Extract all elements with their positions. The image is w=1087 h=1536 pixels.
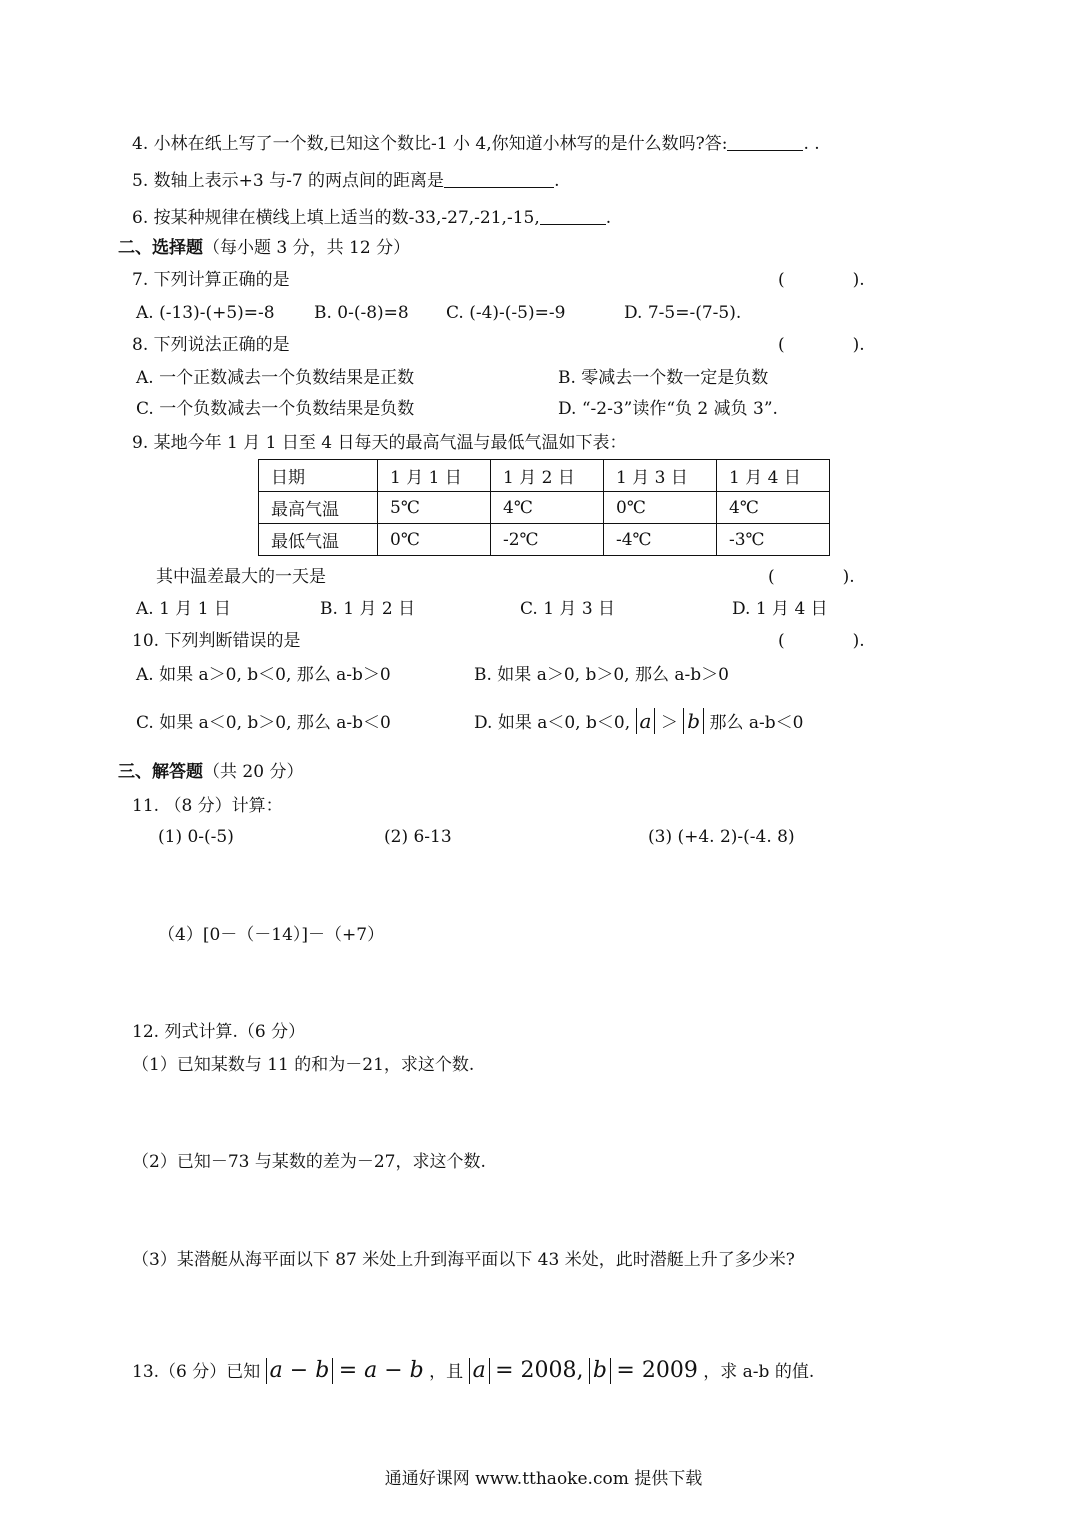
question-12-stem: 12. 列式计算.（6 分）	[132, 1022, 306, 1042]
q7-option-c[interactable]: C. (-4)-(-5)=-9	[446, 303, 566, 323]
q9-option-b[interactable]: B. 1 月 2 日	[320, 599, 416, 619]
table-cell: 5℃	[378, 492, 491, 524]
question-7-stem: 7. 下列计算正确的是	[132, 270, 290, 290]
abs-a: a	[636, 708, 656, 734]
q8-option-b[interactable]: B. 零减去一个数一定是负数	[558, 368, 769, 388]
answer-paren[interactable]: ( ).	[768, 567, 855, 587]
q11-part-3: (3) (+4. 2)-(-4. 8)	[648, 827, 795, 847]
table-cell: 0℃	[378, 524, 491, 556]
q11-part-4: （4）[0－（－14）]－（+7）	[158, 925, 385, 945]
table-cell: -4℃	[604, 524, 717, 556]
table-row	[259, 460, 830, 492]
table-cell: -3℃	[717, 524, 830, 556]
q7-option-d[interactable]: D. 7-5=-(7-5).	[624, 303, 742, 323]
question-6: 6. 按某种规律在横线上填上适当的数-33,-27,-21,-15, .	[132, 208, 612, 228]
table-cell: 4℃	[491, 492, 604, 524]
section-2-heading: 二、选择题（每小题 3 分，共 12 分）	[118, 238, 411, 258]
table-row	[259, 492, 830, 524]
question-9-ask: 其中温差最大的一天是	[156, 567, 326, 587]
q8-option-d[interactable]: D. “-2-3”读作“负 2 减负 3”.	[558, 399, 778, 419]
q12-part-1: （1）已知某数与 11 的和为－21，求这个数.	[132, 1055, 475, 1075]
q10-option-b[interactable]: B. 如果 a＞0, b＞0, 那么 a-b＞0	[474, 665, 729, 685]
table-cell: -2℃	[491, 524, 604, 556]
q8-option-c[interactable]: C. 一个负数减去一个负数结果是负数	[136, 399, 415, 419]
table-cell: 1 月 4 日	[717, 460, 830, 492]
table-cell: 1 月 1 日	[378, 460, 491, 492]
table-cell: 最高气温	[259, 492, 378, 524]
answer-paren[interactable]: ( ).	[778, 335, 865, 355]
q8-option-a[interactable]: A. 一个正数减去一个负数结果是正数	[136, 368, 415, 388]
question-13: 13.（6 分）已知 a − b = a − b ，且 a = 2008, b = 2009 ，求 a-b 的值.	[132, 1358, 815, 1383]
table-cell: 0℃	[604, 492, 717, 524]
question-11-stem: 11. （8 分）计算：	[132, 796, 283, 816]
q10-option-a[interactable]: A. 如果 a＞0, b＜0, 那么 a-b＞0	[136, 665, 391, 685]
abs-a-minus-b: a − b	[266, 1358, 334, 1384]
page-footer: 通通好课网 www.tthaoke.com 提供下载	[384, 1469, 703, 1489]
question-4: 4. 小林在纸上写了一个数,已知这个数比-1 小 4,你知道小林写的是什么数吗?答: . .	[132, 134, 820, 154]
abs-a: a	[469, 1358, 490, 1384]
q11-part-2: (2) 6-13	[384, 827, 452, 847]
section-3-heading: 三、解答题（共 20 分）	[118, 762, 304, 782]
temperature-table	[258, 459, 830, 556]
table-cell: 最低气温	[259, 524, 378, 556]
q10-option-d[interactable]: D. 如果 a＜0, b＜0, a ＞ b 那么 a-b＜0	[474, 709, 804, 733]
q12-part-3: （3）某潜艇从海平面以下 87 米处上升到海平面以下 43 米处，此时潜艇上升了多少米?	[132, 1250, 795, 1270]
abs-b: b	[589, 1358, 611, 1384]
question-9-stem: 9. 某地今年 1 月 1 日至 4 日每天的最高气温与最低气温如下表：	[132, 433, 627, 453]
q12-part-2: （2）已知－73 与某数的差为－27，求这个数.	[132, 1152, 486, 1172]
table-row	[259, 524, 830, 556]
table-cell: 4℃	[717, 492, 830, 524]
table-cell: 日期	[259, 460, 378, 492]
answer-blank[interactable]	[727, 134, 803, 151]
q9-option-c[interactable]: C. 1 月 3 日	[520, 599, 616, 619]
q9-option-a[interactable]: A. 1 月 1 日	[136, 599, 231, 619]
q7-option-b[interactable]: B. 0-(-8)=8	[314, 303, 409, 323]
question-10-stem: 10. 下列判断错误的是	[132, 631, 301, 651]
answer-blank[interactable]	[540, 208, 606, 225]
answer-paren[interactable]: ( ).	[778, 270, 865, 290]
answer-blank[interactable]	[444, 171, 554, 188]
question-5: 5. 数轴上表示+3 与-7 的两点间的距离是 .	[132, 171, 560, 191]
q7-option-a[interactable]: A. (-13)-(+5)=-8	[136, 303, 275, 323]
q11-part-1: (1) 0-(-5)	[158, 827, 234, 847]
table-cell: 1 月 3 日	[604, 460, 717, 492]
abs-b: b	[683, 708, 704, 734]
answer-paren[interactable]: ( ).	[778, 631, 865, 651]
question-8-stem: 8. 下列说法正确的是	[132, 335, 290, 355]
table-cell: 1 月 2 日	[491, 460, 604, 492]
q10-option-c[interactable]: C. 如果 a＜0, b＞0, 那么 a-b＜0	[136, 713, 391, 733]
q9-option-d[interactable]: D. 1 月 4 日	[732, 599, 828, 619]
